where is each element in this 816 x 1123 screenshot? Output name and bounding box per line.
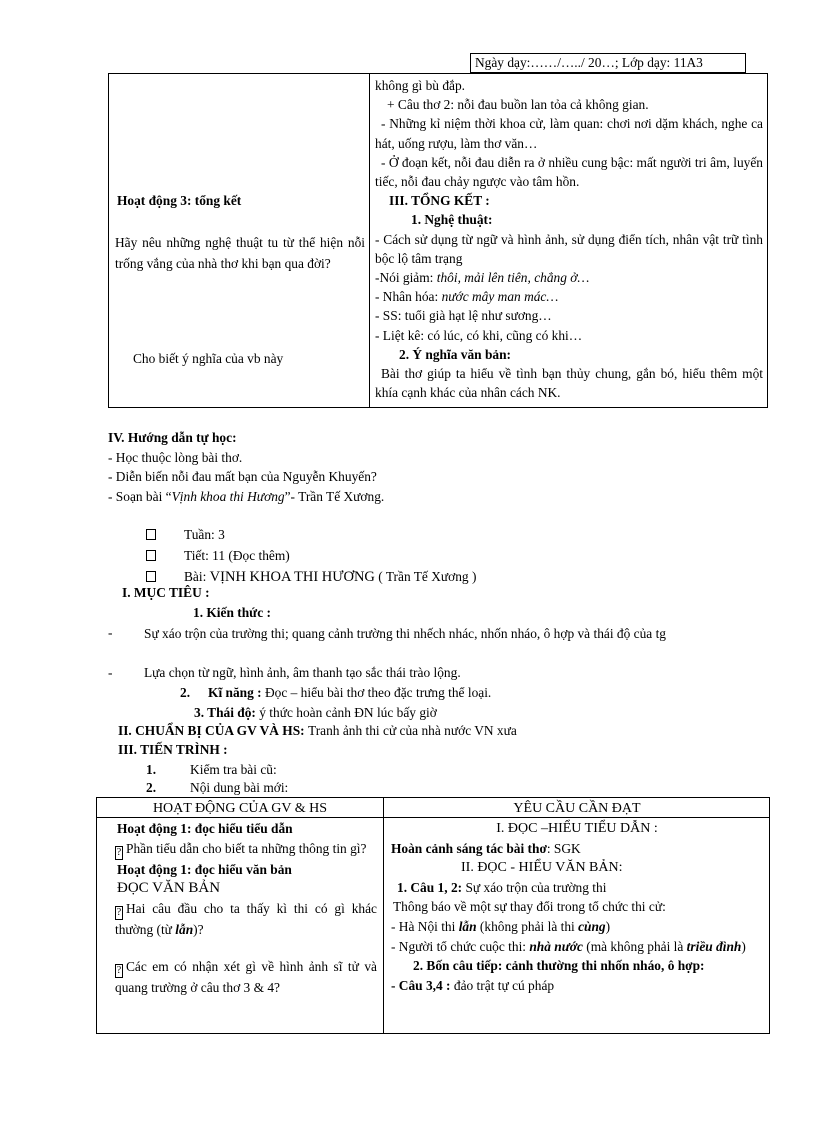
question-line bbox=[103, 899, 377, 940]
text-line bbox=[391, 839, 763, 859]
text-line: Thông báo về một sự thay đổi trong tổ chức thi cử: bbox=[393, 899, 666, 915]
column-divider bbox=[383, 798, 384, 1033]
question-line bbox=[103, 839, 377, 860]
self-study-section bbox=[108, 428, 768, 506]
text-line: không gì bù đắp. bbox=[375, 78, 466, 93]
teacher-activity-column bbox=[109, 74, 369, 407]
skill-label: Kĩ năng : bbox=[208, 685, 265, 700]
text-line: - Học thuộc lòng bài thơ. bbox=[108, 449, 243, 465]
checkbox-icon bbox=[146, 571, 156, 582]
lesson-title-italic: Vịnh khoa thi Hương bbox=[171, 488, 285, 504]
question-text: Các em có nhận xét gì về hình ảnh sĩ tử và quang trường ở câu thơ 3 & 4? bbox=[115, 959, 377, 996]
date-class-header: Ngày dạy:……/…../ 20…; Lớp dạy: 11A3 bbox=[470, 53, 746, 73]
section-heading: I. MỤC TIÊU : bbox=[122, 585, 210, 600]
lesson-info bbox=[146, 524, 476, 588]
text-part: ) bbox=[741, 938, 746, 954]
table-header-right: YÊU CẦU CẦN ĐẠT bbox=[513, 801, 641, 816]
keyword: cùng bbox=[578, 918, 606, 934]
keyword: lẫn bbox=[458, 918, 477, 934]
text-line bbox=[108, 487, 768, 507]
subsection-heading: 1. Kiến thức : bbox=[193, 605, 271, 620]
skill-text: Đọc – hiểu bài thơ theo đặc trưng thể loại. bbox=[264, 685, 492, 700]
num: 2. bbox=[146, 780, 157, 795]
section-heading: II. ĐỌC - HIỂU VĂN BẢN: bbox=[461, 860, 623, 876]
checkbox-icon bbox=[146, 550, 156, 561]
question-meaning: Cho biết ý nghĩa của vb này bbox=[133, 351, 284, 366]
text-part: - Soạn bài “ bbox=[108, 488, 172, 504]
text-line-label: - Nhân hóa: bbox=[375, 289, 442, 305]
keyword: lẫn bbox=[175, 921, 194, 937]
text-line bbox=[391, 878, 763, 898]
dash-icon: - bbox=[108, 625, 113, 640]
num: 1. bbox=[146, 762, 157, 777]
text-part: (không phải là thi bbox=[476, 918, 579, 934]
keyword: nhà nước bbox=[529, 938, 583, 954]
requirement-column bbox=[375, 76, 763, 402]
requirement-column bbox=[391, 819, 763, 995]
subsection-heading: 2. Bốn câu tiếp: cảnh thường thi nhốn nháo, ô hợp: bbox=[413, 958, 705, 974]
text-line bbox=[375, 268, 763, 287]
prep-text: Tranh ảnh thi cử của nhà nước VN xưa bbox=[307, 723, 517, 738]
text-line: Lựa chọn từ ngữ, hình ảnh, âm thanh tạo sắc thái trào lộng. bbox=[144, 665, 461, 680]
table-header-row bbox=[97, 798, 769, 818]
step-line bbox=[146, 761, 277, 780]
step-line bbox=[146, 779, 288, 798]
subsection-heading: 1. Nghệ thuật: bbox=[411, 212, 493, 228]
question-line bbox=[103, 957, 377, 998]
activity-heading: Hoạt động 1: đọc hiểu tiểu dẫn bbox=[117, 821, 293, 836]
text-line-example: nước mây man mác… bbox=[441, 289, 559, 305]
question-rhetoric: Hãy nêu những nghệ thuật tu từ thể hiện nỗi trống vắng của nhà thơ khi bạn qua đời? bbox=[115, 235, 365, 271]
text-line bbox=[391, 917, 763, 937]
text-line: - Liệt kê: có lúc, có khi, cũng có khi… bbox=[375, 327, 583, 343]
question-text: Phần tiểu dẫn cho biết ta những thông tin gì? bbox=[126, 840, 367, 856]
step-text: Kiểm tra bài cũ: bbox=[190, 762, 277, 777]
teacher-activity-column bbox=[103, 819, 377, 998]
text-line: - SS: tuổi già hạt lệ như sương… bbox=[375, 308, 552, 324]
text-line: - Cách sử dụng từ ngữ và hình ảnh, sử dụng điển tích, nhân vật trữ tình bộc lộ tâm trạng bbox=[375, 231, 763, 266]
summary-table bbox=[108, 73, 768, 408]
lesson-author: ( Trần Tế Xương ) bbox=[374, 569, 477, 584]
column-divider bbox=[369, 74, 370, 407]
text-part: ) bbox=[605, 918, 611, 934]
lesson-title: VỊNH KHOA THI HƯƠNG bbox=[209, 569, 375, 585]
section-heading: II. CHUẨN BỊ CỦA GV VÀ HS: bbox=[118, 723, 308, 738]
attitude-label: 3. Thái độ: bbox=[194, 705, 260, 720]
question-text: )? bbox=[193, 921, 204, 937]
activity-heading: Hoạt động 1: đọc hiểu văn bản bbox=[117, 861, 292, 877]
text-part: ”- Trần Tế Xương. bbox=[284, 488, 385, 504]
text-line: - Những kỉ niệm thời khoa cử, làm quan: chơi nơi dặm khách, nghe ca hát, uống rượu, làm thơ văn… bbox=[375, 116, 763, 151]
read-text-label: ĐỌC VĂN BẢN bbox=[117, 880, 221, 897]
text-line: Sự xáo trộn của trường thi; quang cảnh trường thi nhếch nhác, nhốn nháo, ô hợp và thái độ của tg bbox=[144, 626, 666, 641]
text-line bbox=[391, 976, 763, 996]
text-part: : SGK bbox=[546, 840, 581, 856]
text-line: - Diễn biến nỗi đau mất bạn của Nguyễn Khuyến? bbox=[108, 469, 377, 484]
text-line: Bài thơ giúp ta hiểu về tình bạn thủy chung, gắn bó, hiểu thêm một khía cạnh khác của nhân cách NK. bbox=[375, 366, 763, 401]
bold-label: - Câu 3,4 : bbox=[391, 977, 454, 993]
question-icon: ? bbox=[116, 906, 122, 918]
text-line-example: thôi, mải lên tiên, chẳng ở… bbox=[436, 270, 590, 286]
text-part: (mà không phải là bbox=[582, 938, 687, 954]
text-part: Sự xáo trộn của trường thi bbox=[462, 879, 607, 895]
attitude-line bbox=[194, 704, 437, 723]
skill-line bbox=[180, 684, 491, 703]
text-line: - Ở đoạn kết, nỗi đau diễn ra ở nhiều cung bậc: mất người tri âm, luyến tiếc, nỗi đau chảy ngược vào tâm hồn. bbox=[375, 154, 763, 190]
bold-label: 1. Câu 1, 2: bbox=[397, 879, 463, 895]
num: 2. bbox=[180, 685, 191, 700]
bold-label: Hoàn cảnh sáng tác bài thơ bbox=[391, 840, 547, 856]
text-line-label: -Nói giảm: bbox=[375, 270, 437, 286]
period-label: Tiết: 11 (Đọc thêm) bbox=[184, 548, 290, 563]
question-icon: ? bbox=[116, 846, 122, 858]
text-line bbox=[375, 287, 763, 306]
section-heading: IV. Hướng dẫn tự học: bbox=[108, 430, 237, 445]
text-part: - Hà Nội thi bbox=[391, 918, 459, 934]
question-icon: ? bbox=[116, 965, 122, 977]
text-part: đảo trật tự cú pháp bbox=[453, 977, 555, 993]
attitude-text: ý thức hoàn cảnh ĐN lúc bấy giờ bbox=[259, 705, 437, 720]
table-header-left: HOẠT ĐỘNG CỦA GV & HS bbox=[152, 801, 328, 816]
dash-icon: - bbox=[108, 665, 113, 680]
question-text: Hai câu đầu cho ta thấy kì thi có gì khác thường (từ bbox=[115, 900, 377, 937]
keyword: triều đình bbox=[686, 938, 742, 954]
section-heading: III. TỔNG KẾT : bbox=[389, 193, 490, 209]
week-label: Tuần: 3 bbox=[184, 527, 225, 542]
text-line bbox=[391, 937, 763, 957]
subsection-heading: 2. Ý nghĩa văn bản: bbox=[399, 346, 511, 362]
step-text: Nội dung bài mới: bbox=[190, 780, 289, 795]
lesson-table bbox=[96, 797, 770, 1034]
text-line: + Câu thơ 2: nỗi đau buồn lan tỏa cả không gian. bbox=[387, 97, 649, 113]
prep-line bbox=[118, 722, 517, 741]
checkbox-icon bbox=[146, 529, 156, 540]
section-heading: III. TIẾN TRÌNH : bbox=[118, 742, 228, 757]
lesson-label: Bài: bbox=[184, 569, 210, 584]
section-heading: I. ĐỌC –HIỂU TIỂU DẪN : bbox=[496, 821, 658, 836]
text-part: - Người tổ chức cuộc thi: bbox=[391, 938, 530, 954]
activity-3-heading: Hoạt động 3: tổng kết bbox=[117, 193, 242, 208]
